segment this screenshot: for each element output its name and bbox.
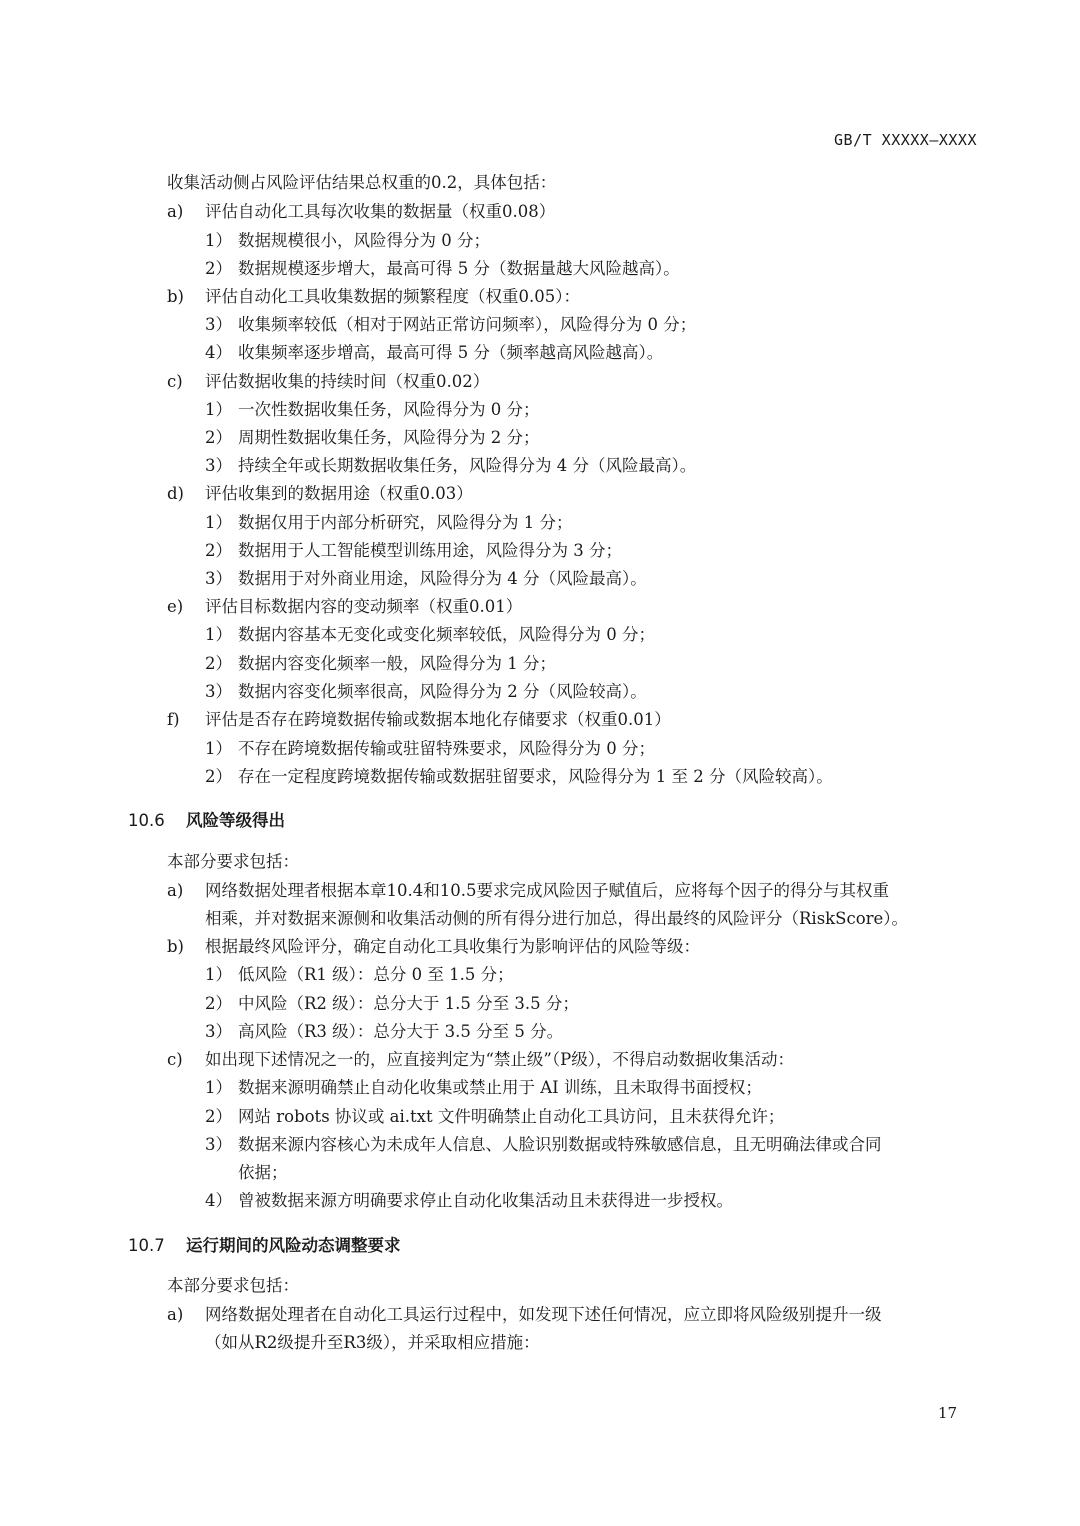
sub-list-item [205,624,655,646]
list-marker: 1） [205,625,232,644]
section-intro: 本部分要求包括： [167,1276,299,1295]
list-text: 数据仅用于内部分析研究，风险得分为 1 分； [238,513,573,532]
list-marker: 1） [205,231,232,250]
list-text: 评估数据收集的持续时间（权重0.02） [205,372,490,391]
list-text: 存在一定程度跨境数据传输或数据驻留要求，风险得分为 1 至 2 分（风险较高）。 [238,767,833,786]
sub-list-item [205,964,514,986]
list-text: 评估收集到的数据用途（权重0.03） [205,484,473,503]
list-marker: c) [167,372,183,391]
sub-list-item [205,568,647,590]
sub-list-item [205,1106,784,1128]
list-item [167,371,489,393]
list-marker: 2） [205,541,232,560]
list-text: 收集频率较低（相对于网站正常访问频率），风险得分为 0 分； [238,315,697,334]
sub-list-item [205,993,579,1015]
list-item [167,709,671,731]
list-marker: 3） [205,315,232,334]
section-heading-10-6 [128,810,285,832]
sub-list-item [205,738,655,760]
list-marker: 1） [205,1078,232,1097]
sub-list-item [205,342,663,364]
sub-list-item [205,455,696,477]
list-text: 高风险（R3 级）：总分大于 3.5 分至 5 分。 [238,1022,564,1041]
section-intro: 本部分要求包括： [167,852,299,871]
list-text: 中风险（R2 级）：总分大于 1.5 分至 3.5 分； [238,994,579,1013]
sub-list-item [205,540,622,562]
list-marker: 1） [205,965,232,984]
list-text: 数据规模很小，风险得分为 0 分； [238,231,490,250]
list-marker: 3） [205,682,232,701]
sub-list-item [205,512,573,534]
list-marker: a) [167,1305,184,1324]
list-marker: e) [167,597,184,616]
list-item [167,483,473,505]
intro-text: 收集活动侧占风险评估结果总权重的0.2，具体包括： [167,173,557,192]
list-marker: c) [167,1050,183,1069]
list-marker: d) [167,484,184,503]
list-marker: b) [167,287,184,306]
sub-list-item [205,258,680,280]
list-marker: 1） [205,513,232,532]
section-title: 风险等级得出 [186,811,285,830]
list-text: 评估自动化工具收集数据的频繁程度（权重0.05）： [205,287,580,306]
list-text: 评估自动化工具每次收集的数据量（权重0.08） [205,202,556,221]
list-marker: b) [167,937,184,956]
sub-list-item [205,230,490,252]
sub-list-item [205,1021,563,1043]
list-text: 数据用于对外商业用途，风险得分为 4 分（风险最高）。 [238,569,647,588]
list-item [167,936,700,958]
list-marker: 3） [205,569,232,588]
list-text: 一次性数据收集任务，风险得分为 0 分； [238,400,540,419]
list-item [167,286,580,308]
list-marker: a) [167,202,184,221]
list-text: 数据用于人工智能模型训练用途，风险得分为 3 分； [238,541,622,560]
list-text: 如出现下述情况之一的，应直接判定为“禁止级”（P级），不得启动数据收集活动： [205,1050,794,1069]
list-text: 网络数据处理者在自动化工具运行过程中，如发现下述任何情况，应立即将风险级别提升一级 [205,1305,882,1324]
list-marker: 2） [205,428,232,447]
sub-list-item-continuation: 依据； [238,1163,288,1182]
sub-list-item [205,1134,882,1156]
list-marker: 3） [205,456,232,475]
list-item [167,880,889,902]
sub-list-item [205,1190,733,1212]
list-text: 数据来源内容核心为未成年人信息、人脸识别数据或特殊敏感信息，且无明确法律或合同 [238,1135,882,1154]
list-marker: 2） [205,259,232,278]
list-marker: 3） [205,1135,232,1154]
list-text: 数据内容变化频率一般，风险得分为 1 分； [238,654,556,673]
sub-list-item [205,1077,762,1099]
sub-list-item [205,653,556,675]
section-title: 运行期间的风险动态调整要求 [186,1236,401,1255]
list-text: 周期性数据收集任务，风险得分为 2 分； [238,428,540,447]
list-marker: 4） [205,1191,232,1210]
list-text: 曾被数据来源方明确要求停止自动化收集活动且未获得进一步授权。 [238,1191,733,1210]
list-item [167,1304,882,1326]
list-item [167,201,555,223]
list-item-continuation: 相乘，并对数据来源侧和收集活动侧的所有得分进行加总，得出最终的风险评分（RiskScore）。 [205,909,909,928]
list-item-continuation: （如从R2级提升至R3级），并采取相应措施： [205,1333,540,1352]
list-text: 评估目标数据内容的变动频率（权重0.01） [205,597,523,616]
list-text: 收集频率逐步增高，最高可得 5 分（频率越高风险越高）。 [238,343,664,362]
sub-list-item [205,427,540,449]
list-marker: 2） [205,767,232,786]
list-text: 不存在跨境数据传输或驻留特殊要求，风险得分为 0 分； [238,739,655,758]
list-marker: 4） [205,343,232,362]
list-text: 数据内容基本无变化或变化频率较低，风险得分为 0 分； [238,625,655,644]
document-code: GB/T XXXXX—XXXX [834,131,977,149]
sub-list-item [205,681,647,703]
section-number: 10.7 [128,1236,165,1255]
list-text: 网络数据处理者根据本章10.4和10.5要求完成风险因子赋值后，应将每个因子的得分与其权重 [205,881,889,900]
list-item [167,596,522,618]
list-item [167,1049,794,1071]
list-text: 评估是否存在跨境数据传输或数据本地化存储要求（权重0.01） [205,710,671,729]
sub-list-item [205,766,833,788]
list-marker: 2） [205,994,232,1013]
list-text: 持续全年或长期数据收集任务，风险得分为 4 分（风险最高）。 [238,456,697,475]
list-text: 网站 robots 协议或 ai.txt 文件明确禁止自动化工具访问，且未获得允许； [238,1107,785,1126]
list-marker: 3） [205,1022,232,1041]
list-marker: 2） [205,1107,232,1126]
list-text: 数据规模逐步增大，最高可得 5 分（数据量越大风险越高）。 [238,259,680,278]
list-marker: 2） [205,654,232,673]
section-heading-10-7 [128,1235,401,1257]
sub-list-item [205,399,540,421]
list-text: 低风险（R1 级）：总分 0 至 1.5 分； [238,965,514,984]
sub-list-item [205,314,696,336]
list-marker: f) [167,710,180,729]
list-text: 数据内容变化频率很高，风险得分为 2 分（风险较高）。 [238,682,647,701]
page-number: 17 [938,1404,958,1422]
list-text: 数据来源明确禁止自动化收集或禁止用于 AI 训练，且未取得书面授权； [238,1078,762,1097]
list-text: 根据最终风险评分，确定自动化工具收集行为影响评估的风险等级： [205,937,700,956]
list-marker: a) [167,881,184,900]
section-number: 10.6 [128,811,165,830]
list-marker: 1） [205,739,232,758]
list-marker: 1） [205,400,232,419]
